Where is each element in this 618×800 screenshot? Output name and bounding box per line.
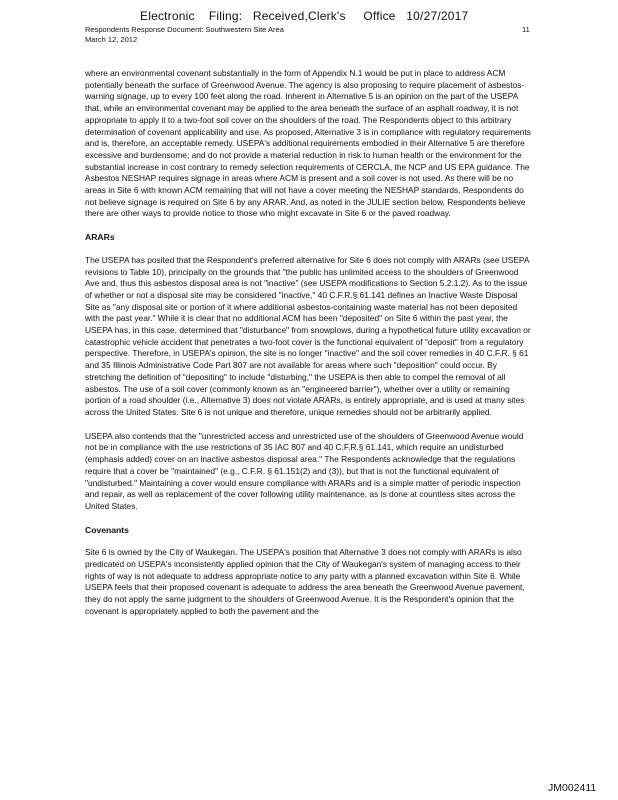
document-title: Respondents Response Document: Southwestern Site Area <box>85 25 284 34</box>
document-date: March 12, 2012 <box>85 34 138 44</box>
paragraph-arars-inactive-site: The USEPA has posited that the Respondent's preferred alternative for Site 6 does not comply with ARARs (see USEPA revisions to Table 10), principally on the grounds that "the public has unlimited access to the shoulders of Greenwood Ave and, thus this asbestos disposal area is not "inactive" (see USEPA modifications to Section 5.2.1.2). As to the issue of whether or not a disposal site may be considered "inactive," 40 C.F.R.§ 61.141 defines an Inactive Waste Disposal Site as "any disposal site or portion of it where additional asbestos-containing waste material has not been deposited with the past year." While it is clear that no additional ACM has been "deposited" on Site 6 within the past year, the USEPA has, in this case, determined that "disturbance" from snowplows, during a hypothetical future utility excavation or catastrophic vehicle accident that penetrates a two-foot cover is the functional equivalent of "deposit" from a regulatory perspective. Therefore, in USEPA's opinion, the site is no longer "inactive" and the soil cover remedies in 40 C.F.R. § 61 and 35 Illinois Administrative Code Part 807 are not available for areas where such "deposition" could occur. By stretching the definition of "depositing" to include "disturbing," the USEPA is then able to compel the removal of all asbestos. The use of a soil cover (commonly known as an "engineered barrier"), whether over a utility or remaining portion of a road shoulder (i.e., Alternative 3) does not violate ARARs, is entirely appropriate, and is used at many sites across the United States. Site 6 is not unique and therefore, unique remedies should not be arbitrarily applied. <box>85 254 531 417</box>
running-header <box>85 25 284 44</box>
paragraph-covenant-alternatives: where an environmental covenant substantially in the form of Appendix N.1 would be put in place to address ACM potentially beneath the surface of Greenwood Avenue. The agency is also proposing to require placement of asbestos-warning signage, up to every 100 feet along the road. Inherent in Alternative 5 is an opinion on the part of the USEPA that, while an environmental covenant may be applied to the area beneath the surface of an asphalt roadway, it is not appropriate to apply it to a two-foot soil cover on the shoulders of the road. The Respondents object to this arbitrary determination of covenant applicability and use. As proposed, Alternative 3 is in compliance with regulatory requirements and is, therefore, an acceptable remedy. USEPA's additional requirements embodied in their Alternative 5 are therefore excessive and burdensome; and do not provide a material reduction in risk to human health or the environment for the substantial increase in cost contrary to remedy selection requirements of CERCLA, the NCP and US EPA guidance. The Asbestos NESHAP requires signage in areas where ACM is present and a soil cover is not used. As there will be no areas in Site 6 with known ACM remaining that will not have a cover meeting the NESHAP standards, Respondents do not believe signage is required on Site 6 by any ARAR. And, as noted in the JULIE section below, Respondents believe there are other ways to provide notice to those who might excavate in Site 6 or the paved roadway. <box>85 68 531 219</box>
page-number: 11 <box>522 25 530 34</box>
section-heading-arars: ARARs <box>85 232 115 243</box>
section-heading-covenants: Covenants <box>85 524 129 535</box>
efiling-stamp: Electronic Filing: Received,Clerk's Office 10/27/2017 <box>140 9 469 23</box>
bates-number: JM002411 <box>548 782 597 794</box>
paragraph-arars-undisturbed-cover: USEPA also contends that the "unrestricted access and unrestricted use of the shoulders of Greenwood Avenue would not be in compliance with the use restrictions of 35 IAC 807 and 40 C.F.R.§ 61.141, which require an undisturbed (emphasis added) cover on an inactive asbestos disposal area." The Respondents acknowledge that the regulations require that a cover be "maintained" (e.g., C.F.R. § 61.151(2) and (3)), but that is not the functional equivalent of "undisturbed." Maintaining a cover would ensure compliance with ARARs and is a simple matter of periodic inspection and repair, as well as replacement of the cover following utility maintenance, as is done at countless sites across the United States. <box>85 430 524 511</box>
paragraph-covenants-site6: Site 6 is owned by the City of Waukegan. The USEPA's position that Alternative 3 does not comply with ARARs is also predicated on USEPA's inconsistently applied opinion that the City of Waukegan's system of managing access to their rights of way is not adequate to address appropriate notice to any party with a planned excavation within Site 6. While USEPA feels that their proposed covenant is adequate to address the area beneath the Greenwood Avenue pavement, they do not apply the same judgment to the shoulders of Greenwood Avenue. It is the Respondent's opinion that the covenant is appropriately applied to both the pavement and the <box>85 547 525 616</box>
document-body <box>85 68 531 630</box>
